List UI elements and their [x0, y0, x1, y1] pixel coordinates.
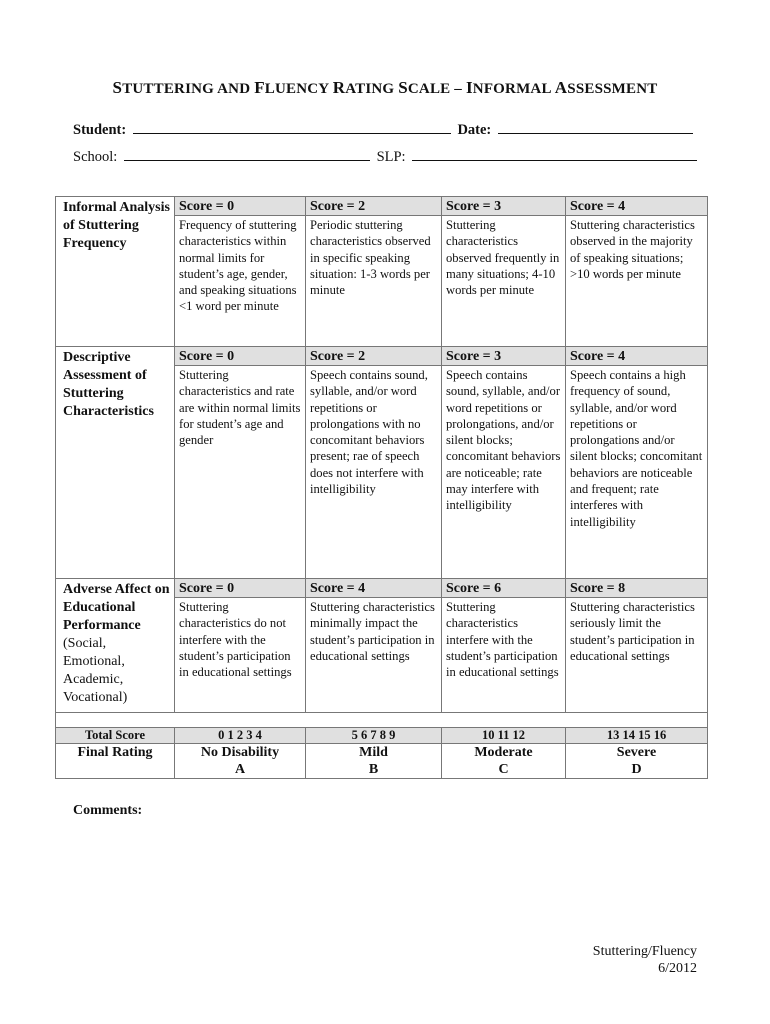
final-rating-cell: Severe D — [566, 744, 708, 779]
school-field[interactable] — [124, 146, 370, 161]
score-cell: Score = 2 Periodic stuttering characteristics observed in specific speaking situation: 1-3 words per minute — [306, 197, 442, 347]
slp-field[interactable] — [412, 146, 697, 161]
footer — [593, 943, 697, 977]
score-cell: Score = 0 Stuttering characteristics do not interfere with the student’s participation in educational settings — [175, 579, 306, 713]
final-rating-row — [56, 744, 708, 779]
final-rating-cell: Moderate C — [442, 744, 566, 779]
descriptive-row — [56, 347, 708, 579]
score-cell: Score = 3 Stuttering characteristics observed frequently in many situations; 4-10 words per minute — [442, 197, 566, 347]
score-cell: Score = 4 Speech contains a high frequency of sound, syllable, and/or word repetitions or prolongations and/or silent blocks; concomitant behaviors are noticeable and frequent; rate interferes with intelligibility — [566, 347, 708, 579]
row-heading: Descriptive Assessment of Stuttering Characteristics — [56, 347, 175, 579]
row-heading: Informal Analysis of Stuttering Frequency — [56, 197, 175, 347]
student-label: Student: — [73, 122, 127, 138]
final-rating-cell: No Disability A — [175, 744, 306, 779]
total-score-range: 10 11 12 — [442, 728, 566, 744]
total-score-range: 13 14 15 16 — [566, 728, 708, 744]
student-date-row — [73, 119, 696, 139]
score-cell: Score = 8 Stuttering characteristics seriously limit the student’s participation in educational settings — [566, 579, 708, 713]
total-score-row — [56, 728, 708, 744]
total-score-label: Total Score — [56, 728, 175, 744]
score-cell: Score = 0 Stuttering characteristics and rate are within normal limits for student’s age and gender — [175, 347, 306, 579]
score-cell: Score = 6 Stuttering characteristics interfere with the student’s participation in educational settings — [442, 579, 566, 713]
school-label: School: — [73, 149, 118, 165]
educational-row — [56, 579, 708, 713]
slp-label: SLP: — [376, 149, 406, 165]
row-heading: Adverse Affect on Educational Performance (Social, Emotional, Academic, Vocational) — [56, 579, 175, 713]
score-cell: Score = 0 Frequency of stuttering characteristics within normal limits for student’s age, gender, and speaking situations <1 word per minute — [175, 197, 306, 347]
student-field[interactable] — [133, 119, 451, 134]
total-score-range: 5 6 7 8 9 — [306, 728, 442, 744]
score-cell: Score = 4 Stuttering characteristics minimally impact the student’s participation in educational settings — [306, 579, 442, 713]
footer-title: Stuttering/Fluency — [592, 944, 697, 959]
school-slp-row — [73, 146, 700, 166]
spacer-row — [56, 713, 708, 728]
score-cell: Score = 3 Speech contains sound, syllable, and/or word repetitions or prolongations, and/or silent blocks; concomitant behaviors are noticeable; rate may interfere with intelligibility — [442, 347, 566, 579]
final-rating-label: Final Rating — [56, 744, 175, 779]
total-score-range: 0 1 2 3 4 — [175, 728, 306, 744]
comments-label: Comments: — [73, 803, 143, 818]
date-field[interactable] — [498, 119, 693, 134]
score-cell: Score = 2 Speech contains sound, syllable, and/or word repetitions or prolongations with no concomitant behaviors present; rae of speech does not interfere with intelligibility — [306, 347, 442, 579]
date-label: Date: — [457, 122, 492, 138]
footer-date: 6/2012 — [658, 961, 697, 976]
final-rating-cell: Mild B — [306, 744, 442, 779]
score-cell: Score = 4 Stuttering characteristics observed in the majority of speaking situations; >10 words per minute — [566, 197, 708, 347]
page-title: STUTTERING AND FLUENCY RATING SCALE – INFORMAL ASSESSMENT — [112, 78, 658, 97]
rating-scale-table — [55, 196, 708, 779]
frequency-row — [56, 197, 708, 347]
